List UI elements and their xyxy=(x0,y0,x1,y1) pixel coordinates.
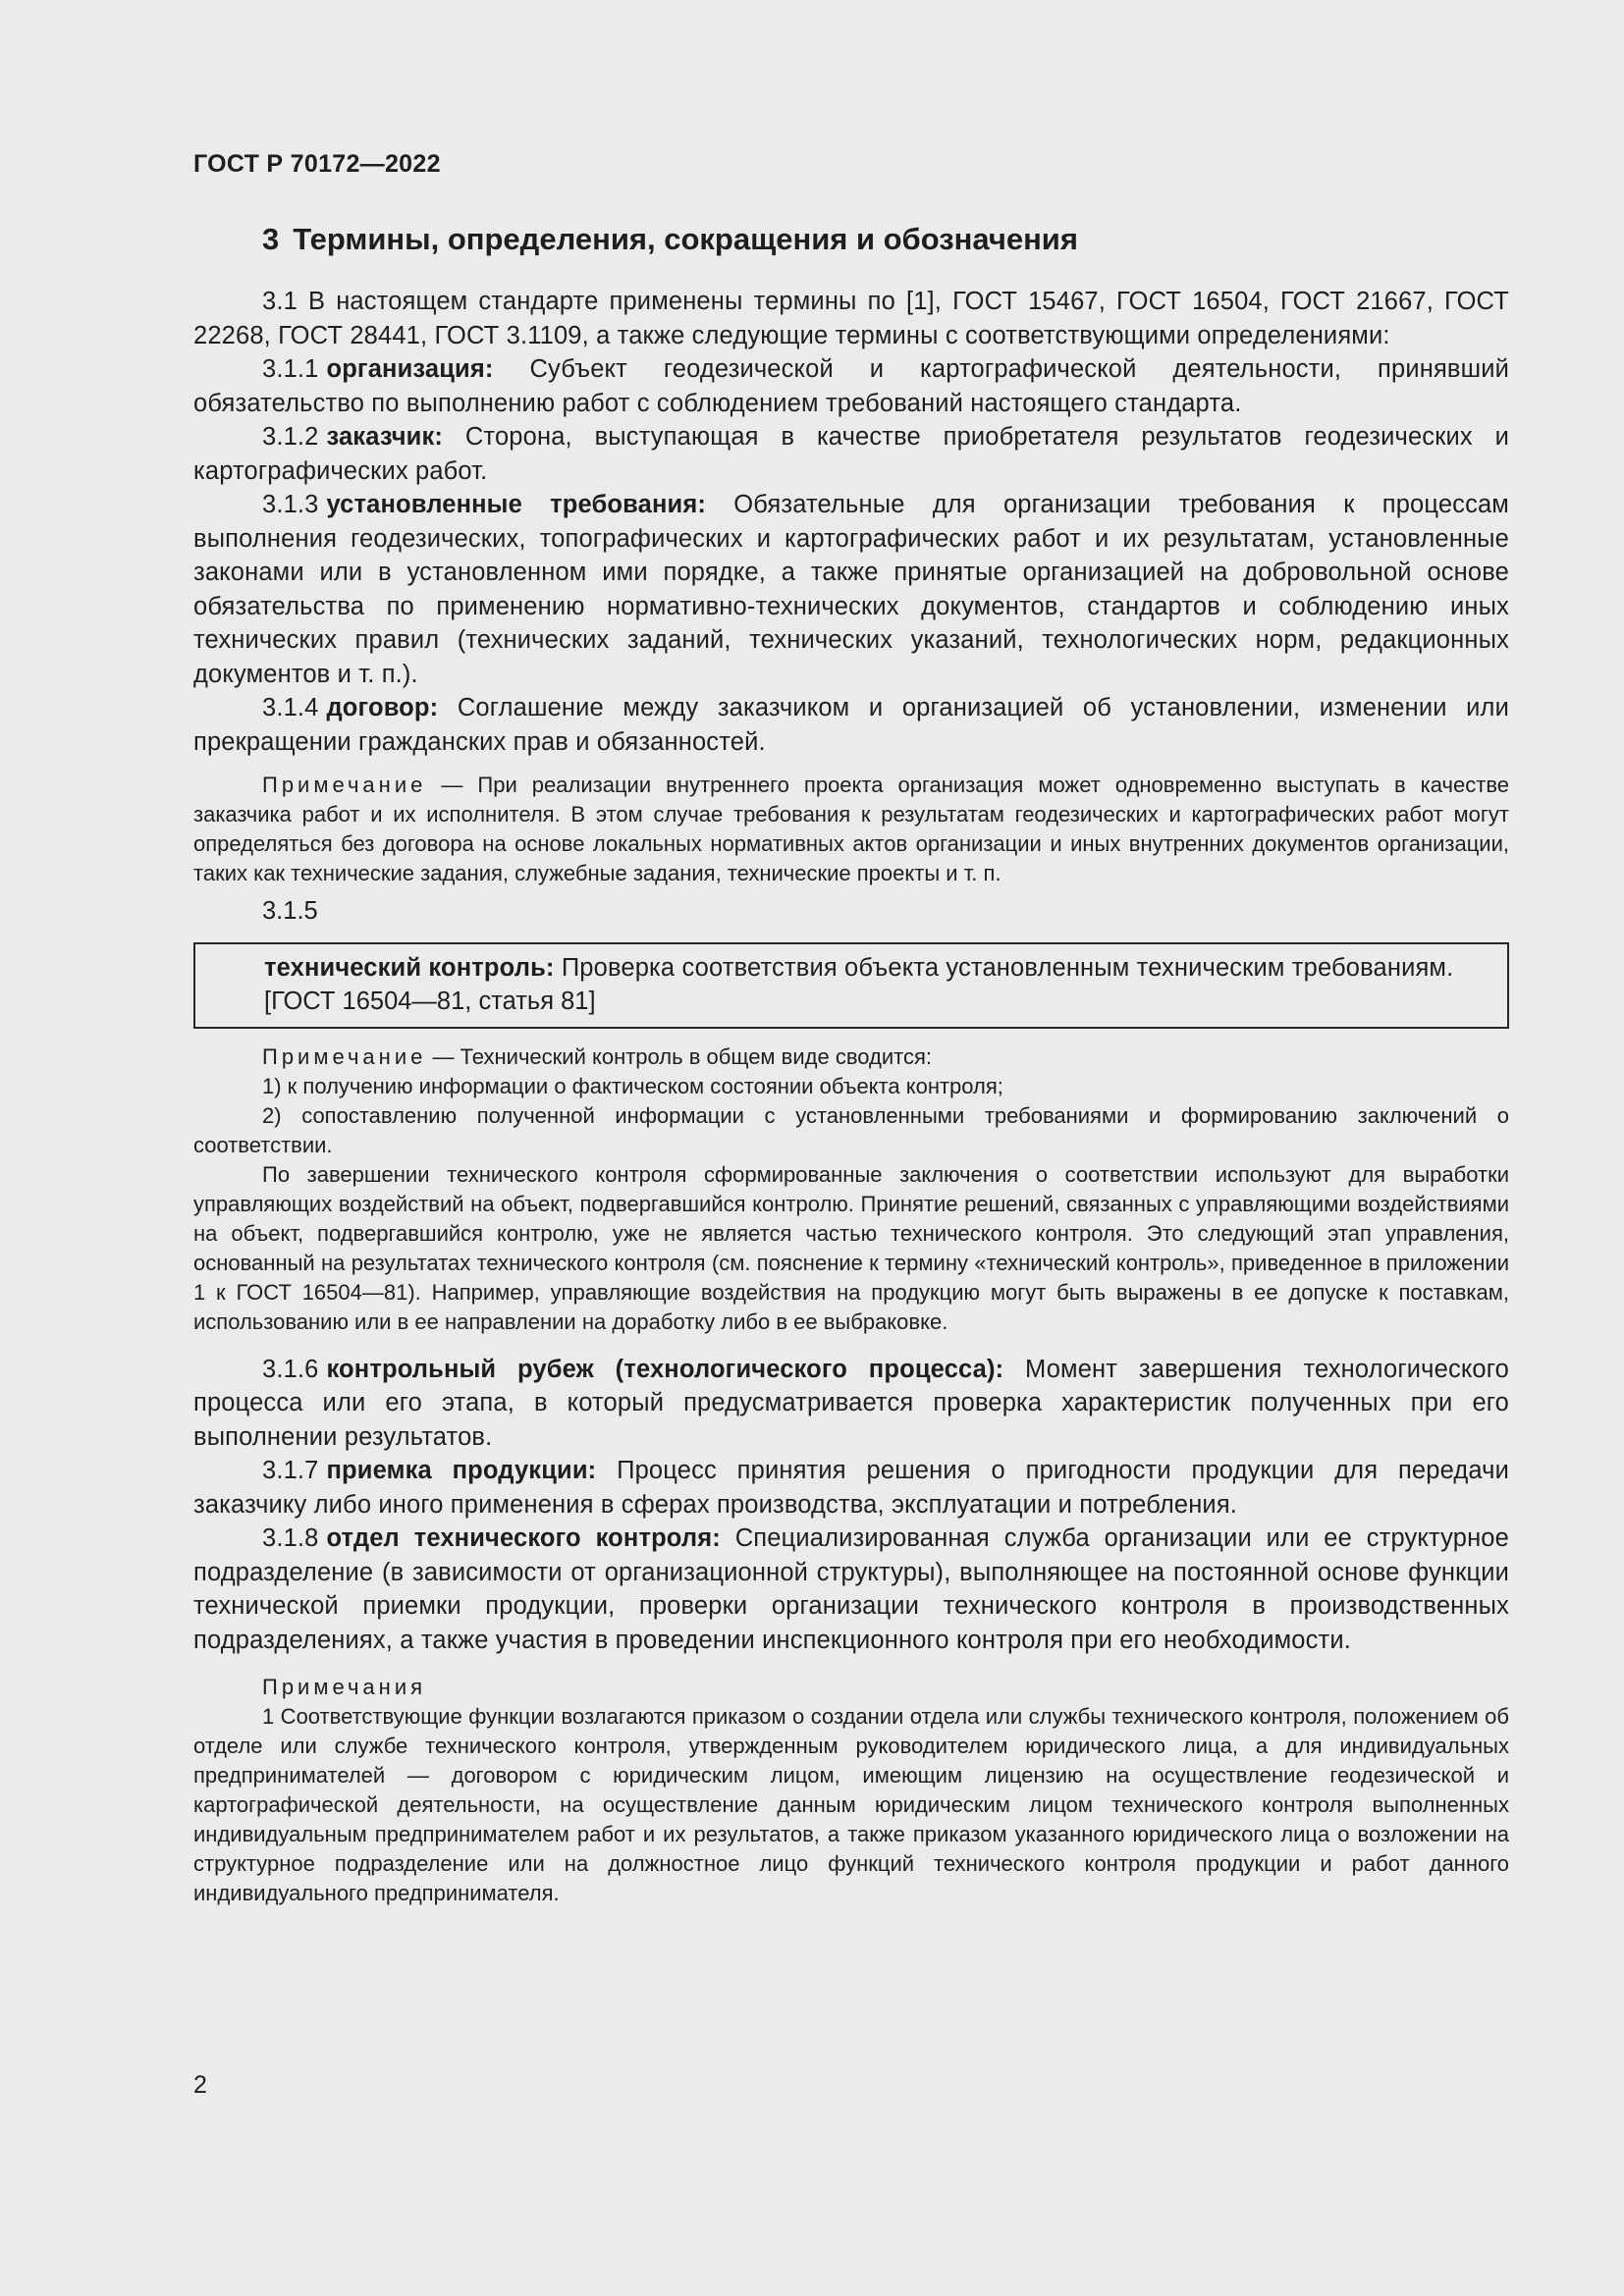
note-text: — Технический контроль в общем виде сводится: xyxy=(426,1043,933,1069)
note-label: Примечание xyxy=(262,1043,427,1069)
term-name: контрольный рубеж (технологического процесса): xyxy=(326,1355,1004,1383)
note-label: Примечание xyxy=(262,773,427,797)
term-definition: Соглашение между заказчиком и организацией об установлении, изменении или прекращении гражданских прав и обязанностей. xyxy=(193,694,1509,756)
term-definition: Сторона, выступающая в качестве приобретателя результатов геодезических и картографических работ. xyxy=(193,423,1509,485)
term-3-1-6 xyxy=(193,1353,1509,1455)
term-number: 3.1.7 xyxy=(262,1457,319,1484)
term-definition: Специализированная служба организации или ее структурное подразделение (в зависимости от организационной структуры), выполняющее на постоянной основе функции технической приемки продукции, проверки организации технического контроля в производственных подразделениях, а также участия в проведении инспекционного контроля при его необходимости. xyxy=(193,1524,1509,1654)
term-definition: Проверка соответствия объекта установленным техническим требованиям. xyxy=(561,953,1454,982)
term-name: технический контроль: xyxy=(264,953,555,982)
term-name: отдел технического контроля: xyxy=(326,1524,721,1552)
notes-item-1: 1 Соответствующие функции возлагаются приказом о создании отдела или службы технического контроля, положением об отделе или службе технического контроля, утвержденным руководителем юридического лица, а для индивидуальных предпринимателей — договором с юридическим лицом, имеющим лицензию на осуществление геодезической и картографической деятельности, на осуществление данным юридическим лицом технического контроля выполненных индивидуальным предпринимателем работ и их результатов, а также приказом указанного юридического лица о возложении на структурное подразделение или на должностное лицо функций технического контроля продукции и работ данного индивидуального предпринимателя. xyxy=(193,1704,1509,1905)
note-2-item-1: 1) к получению информации о фактическом состоянии объекта контроля; xyxy=(262,1073,1003,1098)
section-title xyxy=(193,220,1509,259)
document-page xyxy=(193,147,1509,1908)
term-number: 3.1.3 xyxy=(262,491,319,518)
paragraph-3-1: 3.1 В настоящем стандарте применены термины по [1], ГОСТ 15467, ГОСТ 16504, ГОСТ 21667, ГОСТ 22268, ГОСТ 28441, ГОСТ 3.1109, а также следующие термины с соответствующими определениями: xyxy=(193,288,1509,349)
term-3-1-5-number: 3.1.5 xyxy=(262,897,318,925)
term-name: установленные требования: xyxy=(326,491,707,518)
term-3-1-2 xyxy=(193,420,1509,488)
note-2-paragraph: По завершении технического контроля сформированные заключения о соответствии используют для выработки управляющих воздействий на объект, подвергавшийся контролю. Принятие решений, связанных с управляющими воздействиями на объект, подвергавшийся контролю, уже не является частью технического контроля. Это следующий этап управления, основанный на результатах технического контроля (см. пояснение к термину «технический контроль», приведенное в приложении 1 к ГОСТ 16504—81). Например, управляющие воздействия на продукцию могут быть выражены в ее допуске к поставкам, использованию или в ее направлении на доработку либо в ее выбраковке. xyxy=(193,1161,1509,1334)
term-3-1-5 xyxy=(195,951,1495,986)
term-number: 3.1.4 xyxy=(262,694,319,721)
page-number: 2 xyxy=(193,2071,207,2099)
term-name: договор: xyxy=(326,694,439,721)
term-definition: Процесс принятия решения о пригодности продукции для передачи заказчику либо иного применения в сферах производства, эксплуатации и потребления. xyxy=(193,1457,1509,1519)
term-number: 3.1.1 xyxy=(262,355,319,383)
term-number: 3.1.2 xyxy=(262,423,319,451)
section-number: 3 xyxy=(262,222,280,256)
term-3-1-4 xyxy=(193,691,1509,759)
term-definition: Субъект геодезической и картографической деятельности, принявший обязательство по выполнению работ с соблюдением требований настоящего стандарта. xyxy=(193,355,1509,417)
note-text: — При реализации внутреннего проекта организация может одновременно выступать в качестве заказчика работ и их исполнителя. В этом случае требования к результатам геодезических и картографических работ могут определяться без договора на основе локальных нормативных актов организации и иных внутренних документов организации, таких как технические задания, служебные задания, технические проекты и т. п. xyxy=(193,773,1509,885)
term-3-1-3 xyxy=(193,488,1509,691)
term-3-1-1 xyxy=(193,352,1509,420)
note-2-item-2: 2) сопоставлению полученной информации с установленными требованиями и формированию заключений о соответствии. xyxy=(193,1102,1509,1157)
term-3-1-7 xyxy=(193,1454,1509,1522)
term-definition: Обязательные для организации требования к процессам выполнения геодезических, топографических и картографических работ и их результатам, установленные законами или в установленном ими порядке, а также принятые организацией на добровольной основе обязательства по применению нормативно-технических документов, стандартов и соблюдению иных технических правил (технических заданий, технических указаний, технологических норм, редакционных документов и т. п.). xyxy=(193,491,1509,688)
term-name: организация: xyxy=(326,355,494,383)
note-2 xyxy=(193,1042,1509,1072)
term-3-1-5-box xyxy=(193,942,1509,1029)
notes-heading: Примечания xyxy=(262,1675,427,1699)
note-1 xyxy=(193,771,1509,888)
term-number: 3.1.8 xyxy=(262,1524,319,1552)
term-3-1-8 xyxy=(193,1522,1509,1657)
section-title-text: Термины, определения, сокращения и обозначения xyxy=(293,222,1078,256)
term-source: [ГОСТ 16504—81, статья 81] xyxy=(264,988,596,1015)
term-name: заказчик: xyxy=(326,423,444,451)
term-name: приемка продукции: xyxy=(326,1457,597,1484)
term-number: 3.1.6 xyxy=(262,1355,319,1383)
standard-header: ГОСТ Р 70172—2022 xyxy=(193,150,441,178)
term-definition: Момент завершения технологического процесса или его этапа, в который предусматривается проверка характеристик полученных при его выполнении результатов. xyxy=(193,1355,1509,1451)
